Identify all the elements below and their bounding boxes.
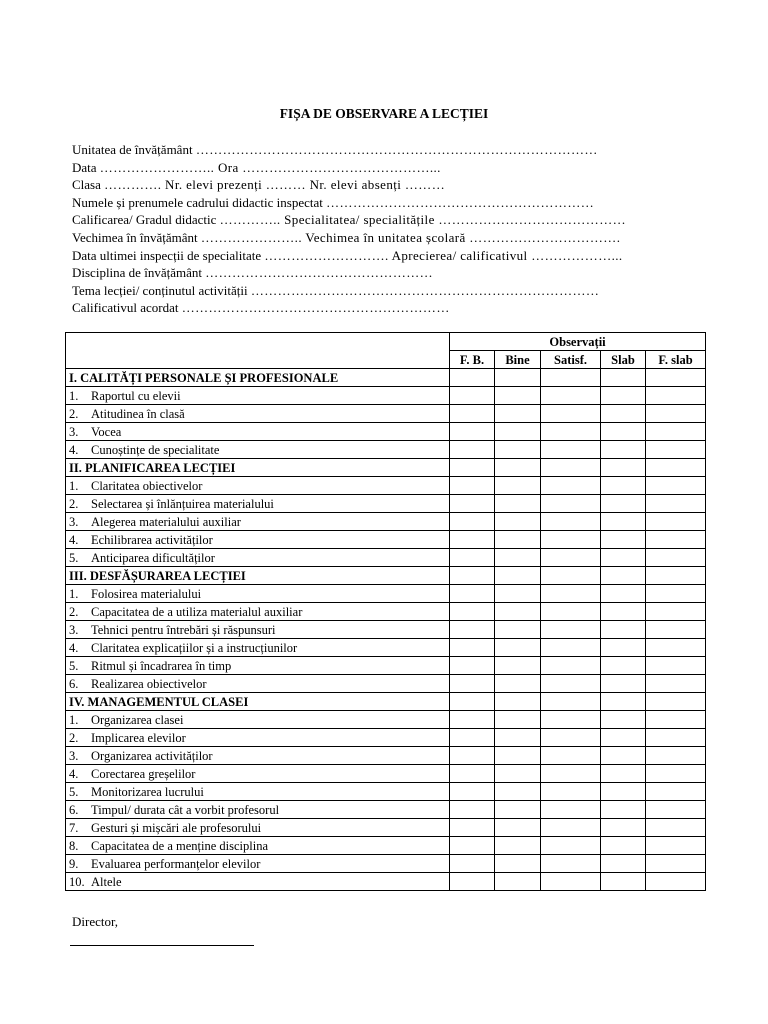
- rating-cell[interactable]: [450, 693, 495, 711]
- rating-cell[interactable]: [495, 369, 541, 387]
- rating-cell[interactable]: [450, 711, 495, 729]
- rating-cell[interactable]: [601, 873, 646, 891]
- criterion-number: 4.: [69, 766, 79, 781]
- rating-cell[interactable]: [450, 459, 495, 477]
- criterion-cell: [66, 387, 450, 405]
- rating-cell[interactable]: [495, 531, 541, 549]
- table-header-row: [66, 333, 706, 351]
- rating-cell[interactable]: [450, 801, 495, 819]
- criterion-number: 6.: [69, 802, 79, 817]
- rating-cell[interactable]: [495, 783, 541, 801]
- rating-cell[interactable]: [646, 657, 706, 675]
- rating-cell[interactable]: [601, 495, 646, 513]
- rating-cell[interactable]: [646, 531, 706, 549]
- rating-cell[interactable]: [450, 765, 495, 783]
- rating-cell[interactable]: [450, 639, 495, 657]
- rating-header: Slab: [601, 351, 646, 369]
- table-row: [66, 585, 706, 603]
- rating-cell[interactable]: [541, 693, 601, 711]
- table-row: [66, 531, 706, 549]
- field-unitatea[interactable]: [72, 141, 702, 159]
- rating-cell[interactable]: [450, 729, 495, 747]
- rating-cell[interactable]: [495, 549, 541, 567]
- rating-cell[interactable]: [646, 423, 706, 441]
- rating-cell[interactable]: [646, 585, 706, 603]
- field-value: ………………………. Aprecierea/ calificativul ………………...: [264, 247, 623, 263]
- criterion-label: Altele: [91, 874, 122, 889]
- rating-cell[interactable]: [646, 747, 706, 765]
- rating-cell[interactable]: [541, 783, 601, 801]
- rating-cell[interactable]: [601, 711, 646, 729]
- rating-cell[interactable]: [646, 675, 706, 693]
- criterion-label: Tehnici pentru întrebări și răspunsuri: [91, 622, 276, 637]
- rating-cell[interactable]: [450, 837, 495, 855]
- rating-cell[interactable]: [495, 711, 541, 729]
- criteria-header-cell: [66, 333, 450, 369]
- table-row: [66, 495, 706, 513]
- rating-cell[interactable]: [601, 657, 646, 675]
- criterion-cell: [66, 765, 450, 783]
- field-value: ……………………………………………………………………: [250, 282, 600, 298]
- rating-cell[interactable]: [601, 837, 646, 855]
- criterion-label: Cunoștințe de specialitate: [91, 442, 220, 457]
- criterion-label: Selectarea și înlănțuirea materialului: [91, 496, 274, 511]
- section-row: [66, 459, 706, 477]
- criterion-cell: [66, 747, 450, 765]
- criterion-cell: [66, 711, 450, 729]
- rating-cell[interactable]: [646, 567, 706, 585]
- criterion-number: 4.: [69, 532, 79, 547]
- rating-cell[interactable]: [646, 783, 706, 801]
- criterion-cell: [66, 675, 450, 693]
- section-row: [66, 693, 706, 711]
- rating-cell[interactable]: [541, 711, 601, 729]
- criterion-cell: [66, 657, 450, 675]
- rating-cell[interactable]: [646, 729, 706, 747]
- signature-line[interactable]: [70, 945, 254, 946]
- rating-cell[interactable]: [495, 765, 541, 783]
- field-disciplina[interactable]: [72, 264, 702, 282]
- section-title: IV. MANAGEMENTUL CLASEI: [66, 693, 450, 711]
- table-row: [66, 639, 706, 657]
- table-row: [66, 675, 706, 693]
- rating-cell[interactable]: [495, 657, 541, 675]
- field-value: …………. Nr. elevi prezenți ……… Nr. elevi absenți ………: [104, 177, 446, 193]
- criterion-cell: [66, 549, 450, 567]
- criterion-number: 2.: [69, 406, 79, 421]
- table-row: [66, 405, 706, 423]
- rating-cell[interactable]: [541, 549, 601, 567]
- section-title: II. PLANIFICAREA LECȚIEI: [66, 459, 450, 477]
- rating-cell[interactable]: [450, 603, 495, 621]
- table-row: [66, 747, 706, 765]
- criterion-cell: [66, 531, 450, 549]
- rating-cell[interactable]: [450, 747, 495, 765]
- field-value: ………….. Specialitatea/ specialitățile ……………………………………: [219, 212, 626, 228]
- criterion-label: Folosirea materialului: [91, 586, 202, 601]
- rating-cell[interactable]: [495, 675, 541, 693]
- field-ultima-inspectie[interactable]: [72, 247, 702, 265]
- rating-cell[interactable]: [495, 747, 541, 765]
- criterion-number: 6.: [69, 676, 79, 691]
- field-value: ………………….. Vechimea în unitatea școlară …………………………….: [200, 229, 621, 245]
- rating-cell[interactable]: [601, 747, 646, 765]
- header-fields: [72, 141, 702, 317]
- criterion-cell: [66, 801, 450, 819]
- rating-cell[interactable]: [541, 477, 601, 495]
- criterion-label: Evaluarea performanțelor elevilor: [91, 856, 261, 871]
- criterion-number: 7.: [69, 820, 79, 835]
- rating-cell[interactable]: [646, 495, 706, 513]
- criterion-label: Corectarea greșelilor: [91, 766, 196, 781]
- rating-cell[interactable]: [495, 603, 541, 621]
- rating-cell[interactable]: [541, 423, 601, 441]
- rating-cell[interactable]: [601, 639, 646, 657]
- rating-cell[interactable]: [601, 603, 646, 621]
- rating-cell[interactable]: [541, 513, 601, 531]
- rating-cell[interactable]: [646, 621, 706, 639]
- table-row: [66, 837, 706, 855]
- table-row: [66, 819, 706, 837]
- rating-cell[interactable]: [495, 459, 541, 477]
- table-row: [66, 603, 706, 621]
- rating-cell[interactable]: [495, 837, 541, 855]
- rating-cell[interactable]: [541, 837, 601, 855]
- rating-cell[interactable]: [450, 405, 495, 423]
- rating-cell[interactable]: [646, 387, 706, 405]
- criterion-cell: [66, 855, 450, 873]
- rating-cell[interactable]: [646, 369, 706, 387]
- field-label: Disciplina de învățământ: [72, 265, 202, 281]
- rating-cell[interactable]: [601, 513, 646, 531]
- rating-cell[interactable]: [541, 459, 601, 477]
- rating-cell[interactable]: [450, 549, 495, 567]
- criterion-number: 1.: [69, 586, 79, 601]
- rating-cell[interactable]: [495, 819, 541, 837]
- rating-cell[interactable]: [646, 441, 706, 459]
- field-value: ……………………………………………: [205, 265, 434, 281]
- table-row: [66, 729, 706, 747]
- rating-header: F. slab: [646, 351, 706, 369]
- criterion-cell: [66, 621, 450, 639]
- criterion-label: Vocea: [91, 424, 122, 439]
- rating-cell[interactable]: [541, 603, 601, 621]
- field-label: Vechimea în învățământ: [72, 229, 198, 245]
- table-row: [66, 801, 706, 819]
- criterion-number: 2.: [69, 604, 79, 619]
- criterion-label: Claritatea explicațiilor și a instrucțiunilor: [91, 640, 298, 655]
- criterion-label: Capacitatea de a utiliza materialul auxiliar: [91, 604, 303, 619]
- rating-cell[interactable]: [541, 495, 601, 513]
- criterion-label: Organizarea clasei: [91, 712, 184, 727]
- table-row: [66, 621, 706, 639]
- field-label: Unitatea de învățământ: [72, 142, 193, 157]
- criterion-cell: [66, 819, 450, 837]
- rating-cell[interactable]: [495, 477, 541, 495]
- rating-cell[interactable]: [541, 405, 601, 423]
- field-label: Data ultimei inspecții de specialitate: [72, 247, 262, 263]
- rating-cell[interactable]: [541, 441, 601, 459]
- rating-cell[interactable]: [450, 567, 495, 585]
- rating-header: F. B.: [450, 351, 495, 369]
- rating-cell[interactable]: [601, 423, 646, 441]
- table-row: [66, 513, 706, 531]
- rating-cell[interactable]: [541, 585, 601, 603]
- field-value: …………………….. Ora ……………………………………...: [99, 159, 441, 175]
- rating-cell[interactable]: [450, 387, 495, 405]
- criterion-number: 1.: [69, 478, 79, 493]
- observation-table: [65, 332, 706, 891]
- criterion-cell: [66, 405, 450, 423]
- criterion-number: 4.: [69, 640, 79, 655]
- criterion-cell: [66, 477, 450, 495]
- rating-cell[interactable]: [601, 783, 646, 801]
- section-row: [66, 567, 706, 585]
- rating-cell[interactable]: [450, 423, 495, 441]
- rating-cell[interactable]: [646, 855, 706, 873]
- rating-cell[interactable]: [601, 819, 646, 837]
- criterion-label: Implicarea elevilor: [91, 730, 186, 745]
- criterion-cell: [66, 423, 450, 441]
- field-label: Tema lecției/ conținutul activității: [72, 282, 248, 298]
- rating-cell[interactable]: [646, 513, 706, 531]
- rating-cell[interactable]: [541, 729, 601, 747]
- rating-cell[interactable]: [601, 477, 646, 495]
- rating-cell[interactable]: [495, 873, 541, 891]
- rating-cell[interactable]: [601, 567, 646, 585]
- rating-cell[interactable]: [495, 441, 541, 459]
- criterion-cell: [66, 603, 450, 621]
- field-clasa[interactable]: [72, 176, 702, 194]
- rating-cell[interactable]: [450, 657, 495, 675]
- rating-cell[interactable]: [541, 675, 601, 693]
- rating-cell[interactable]: [495, 513, 541, 531]
- page-title: FIȘA DE OBSERVARE A LECȚIEI: [279, 106, 489, 121]
- rating-cell[interactable]: [541, 873, 601, 891]
- rating-cell[interactable]: [450, 675, 495, 693]
- rating-cell[interactable]: [495, 621, 541, 639]
- rating-cell[interactable]: [541, 765, 601, 783]
- criterion-number: 1.: [69, 712, 79, 727]
- table-row: [66, 765, 706, 783]
- rating-cell[interactable]: [601, 405, 646, 423]
- rating-cell[interactable]: [601, 531, 646, 549]
- rating-cell[interactable]: [450, 585, 495, 603]
- criterion-cell: [66, 513, 450, 531]
- rating-cell[interactable]: [495, 801, 541, 819]
- criterion-label: Realizarea obiectivelor: [91, 676, 207, 691]
- rating-cell[interactable]: [541, 531, 601, 549]
- criterion-number: 2.: [69, 730, 79, 745]
- rating-cell[interactable]: [646, 477, 706, 495]
- criterion-cell: [66, 837, 450, 855]
- rating-cell[interactable]: [495, 639, 541, 657]
- field-label: Clasa: [72, 177, 101, 193]
- criterion-label: Organizarea activităților: [91, 748, 213, 763]
- rating-cell[interactable]: [541, 801, 601, 819]
- rating-cell[interactable]: [450, 819, 495, 837]
- table-row: [66, 855, 706, 873]
- rating-cell[interactable]: [495, 693, 541, 711]
- table-row: [66, 783, 706, 801]
- table-row: [66, 477, 706, 495]
- criterion-label: Timpul/ durata cât a vorbit profesorul: [91, 802, 280, 817]
- rating-cell[interactable]: [646, 819, 706, 837]
- criterion-number: 5.: [69, 784, 79, 799]
- rating-cell[interactable]: [450, 369, 495, 387]
- rating-cell[interactable]: [541, 855, 601, 873]
- rating-cell[interactable]: [601, 387, 646, 405]
- rating-cell[interactable]: [450, 513, 495, 531]
- criterion-number: 8.: [69, 838, 79, 853]
- field-calificarea[interactable]: [72, 211, 702, 229]
- rating-cell[interactable]: [450, 855, 495, 873]
- rating-cell[interactable]: [601, 693, 646, 711]
- field-label: Calificarea/ Gradul didactic: [72, 212, 217, 228]
- rating-cell[interactable]: [495, 567, 541, 585]
- rating-cell[interactable]: [601, 765, 646, 783]
- rating-cell[interactable]: [541, 819, 601, 837]
- criterion-label: Claritatea obiectivelor: [91, 478, 203, 493]
- rating-cell[interactable]: [495, 405, 541, 423]
- director-label: Director,: [72, 914, 119, 929]
- field-calificativul[interactable]: [72, 299, 702, 317]
- rating-cell[interactable]: [601, 729, 646, 747]
- rating-cell[interactable]: [450, 873, 495, 891]
- field-data-ora[interactable]: [72, 159, 702, 177]
- table-body: [66, 369, 706, 891]
- criterion-number: 9.: [69, 856, 79, 871]
- criterion-label: Echilibrarea activităților: [91, 532, 213, 547]
- field-numele-cadrului[interactable]: [72, 194, 702, 212]
- rating-cell[interactable]: [541, 567, 601, 585]
- field-label: Numele și prenumele cadrului didactic inspectat: [72, 194, 323, 210]
- rating-cell[interactable]: [646, 405, 706, 423]
- rating-cell[interactable]: [450, 441, 495, 459]
- rating-cell[interactable]: [646, 765, 706, 783]
- field-label: Calificativul acordat: [72, 300, 179, 316]
- rating-header: Satisf.: [541, 351, 601, 369]
- criterion-number: 1.: [69, 388, 79, 403]
- rating-cell[interactable]: [541, 369, 601, 387]
- field-value: ……………………………………………………: [181, 300, 450, 316]
- criterion-cell: [66, 585, 450, 603]
- rating-cell[interactable]: [646, 549, 706, 567]
- rating-cell[interactable]: [495, 495, 541, 513]
- criterion-number: 4.: [69, 442, 79, 457]
- rating-cell[interactable]: [646, 459, 706, 477]
- criterion-number: 2.: [69, 496, 79, 511]
- rating-cell[interactable]: [646, 873, 706, 891]
- rating-cell[interactable]: [601, 459, 646, 477]
- observatii-header: Observații: [450, 333, 706, 351]
- rating-header: Bine: [495, 351, 541, 369]
- rating-cell[interactable]: [450, 783, 495, 801]
- criterion-number: 5.: [69, 550, 79, 565]
- table-row: [66, 657, 706, 675]
- rating-cell[interactable]: [541, 639, 601, 657]
- rating-cell[interactable]: [450, 531, 495, 549]
- rating-cell[interactable]: [495, 423, 541, 441]
- section-title: III. DESFĂȘURAREA LECȚIEI: [66, 567, 450, 585]
- rating-cell[interactable]: [601, 675, 646, 693]
- rating-cell[interactable]: [646, 801, 706, 819]
- criterion-number: 3.: [69, 622, 79, 637]
- field-label: Data: [72, 159, 97, 175]
- criterion-number: 5.: [69, 658, 79, 673]
- rating-cell[interactable]: [601, 549, 646, 567]
- rating-cell[interactable]: [601, 801, 646, 819]
- table-row: [66, 441, 706, 459]
- criterion-label: Raportul cu elevii: [91, 388, 181, 403]
- criterion-number: 3.: [69, 424, 79, 439]
- criterion-cell: [66, 441, 450, 459]
- section-title: I. CALITĂȚI PERSONALE ȘI PROFESIONALE: [66, 369, 450, 387]
- criterion-label: Anticiparea dificultăților: [91, 550, 215, 565]
- criterion-label: Gesturi și mișcări ale profesorului: [91, 820, 262, 835]
- table-row: [66, 711, 706, 729]
- field-tema-lectiei[interactable]: [72, 282, 702, 300]
- rating-cell[interactable]: [646, 693, 706, 711]
- table-row: [66, 549, 706, 567]
- rating-cell[interactable]: [495, 855, 541, 873]
- rating-cell[interactable]: [495, 387, 541, 405]
- table-row: [66, 387, 706, 405]
- rating-cell[interactable]: [450, 495, 495, 513]
- field-vechimea[interactable]: [72, 229, 702, 247]
- rating-cell[interactable]: [601, 585, 646, 603]
- table-row: [66, 873, 706, 891]
- criterion-number: 3.: [69, 514, 79, 529]
- rating-cell[interactable]: [601, 369, 646, 387]
- criterion-label: Ritmul și încadrarea în timp: [91, 658, 232, 673]
- criterion-label: Monitorizarea lucrului: [91, 784, 204, 799]
- field-value: ………………………………………………………………………………: [195, 142, 598, 157]
- rating-cell[interactable]: [450, 477, 495, 495]
- rating-cell[interactable]: [541, 657, 601, 675]
- rating-cell[interactable]: [450, 621, 495, 639]
- rating-cell[interactable]: [646, 603, 706, 621]
- criterion-cell: [66, 729, 450, 747]
- criterion-label: Atitudinea în clasă: [91, 406, 185, 421]
- criterion-number: 3.: [69, 748, 79, 763]
- rating-cell[interactable]: [541, 621, 601, 639]
- criterion-cell: [66, 639, 450, 657]
- rating-cell[interactable]: [541, 387, 601, 405]
- rating-cell[interactable]: [601, 621, 646, 639]
- criterion-number: 10.: [69, 874, 85, 889]
- table-row: [66, 423, 706, 441]
- rating-cell[interactable]: [646, 711, 706, 729]
- rating-cell[interactable]: [495, 585, 541, 603]
- rating-cell[interactable]: [601, 441, 646, 459]
- rating-cell[interactable]: [646, 639, 706, 657]
- rating-cell[interactable]: [495, 729, 541, 747]
- criterion-cell: [66, 495, 450, 513]
- rating-cell[interactable]: [646, 837, 706, 855]
- criterion-cell: [66, 873, 450, 891]
- criterion-cell: [66, 783, 450, 801]
- criterion-label: Alegerea materialului auxiliar: [91, 514, 241, 529]
- section-row: [66, 369, 706, 387]
- criterion-label: Capacitatea de a menține disciplina: [91, 838, 269, 853]
- rating-cell[interactable]: [541, 747, 601, 765]
- field-value: ……………………………………………………: [326, 194, 595, 210]
- rating-cell[interactable]: [601, 855, 646, 873]
